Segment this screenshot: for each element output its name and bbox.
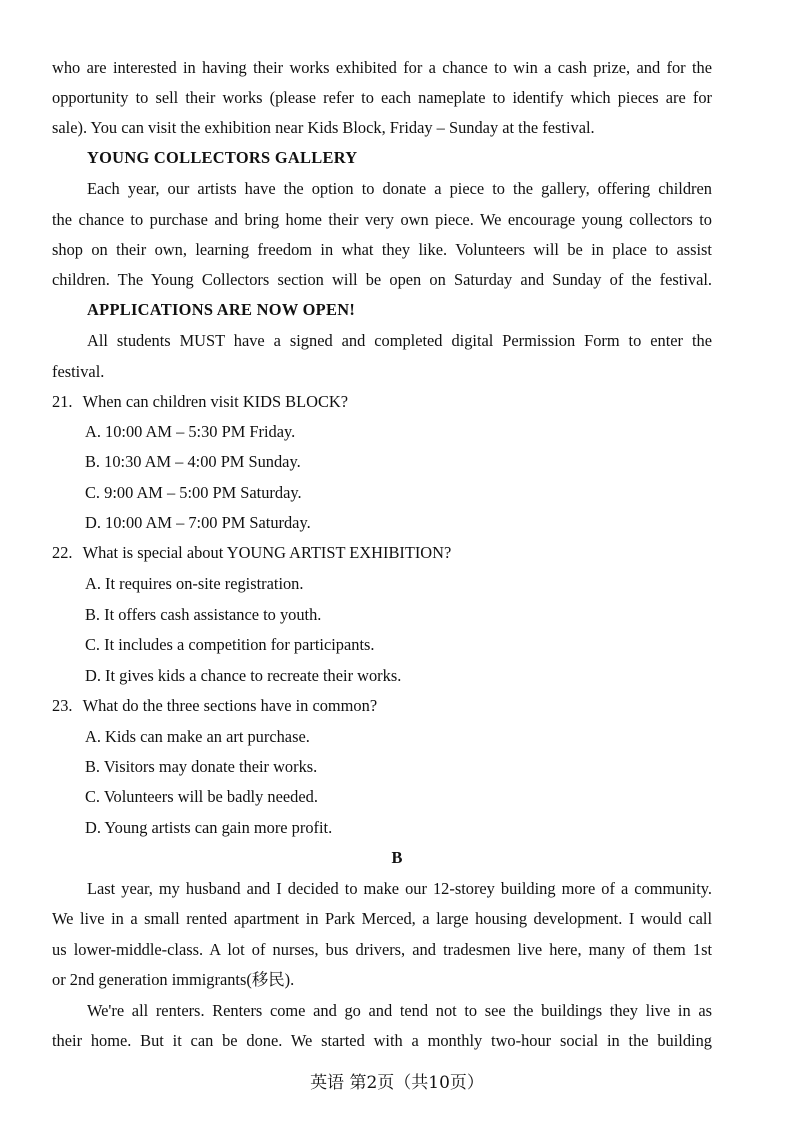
question-stem: What do the three sections have in common? — [82, 696, 378, 715]
question-stem: What is special about YOUNG ARTIST EXHIBITION? — [82, 543, 452, 562]
option-22-c: C. It includes a competition for participants. — [85, 635, 375, 654]
option-23-c: C. Volunteers will be badly needed. — [85, 787, 318, 806]
option-21-a: A. 10:00 AM – 5:30 PM Friday. — [85, 422, 296, 441]
option-23-a: A. Kids can make an art purchase. — [85, 727, 310, 746]
page-footer: 英语 第2页（共10页） — [310, 1073, 484, 1093]
passage-b-line: Last year, my husband and I decided to make our 12-storey building more of a community. — [87, 879, 712, 898]
question-23 — [52, 696, 712, 716]
passage-b-line: us lower-middle-class. A lot of nurses, bus drivers, and tradesmen live here, many of them 1st — [52, 940, 712, 959]
passage-b-line: or 2nd generation immigrants(移民). — [52, 970, 295, 989]
passage-a-line: sale). You can visit the exhibition near Kids Block, Friday – Sunday at the festival. — [52, 118, 595, 137]
question-21 — [52, 392, 712, 412]
option-21-d: D. 10:00 AM – 7:00 PM Saturday. — [85, 513, 311, 532]
passage-a-line: who are interested in having their works exhibited for a chance to win a cash prize, and for the — [52, 58, 712, 77]
applications-line: festival. — [52, 362, 105, 381]
young-collectors-line: shop on their own, learning freedom in what they like. Volunteers will be in place to assist — [52, 240, 712, 259]
question-number: 23. — [52, 696, 73, 715]
option-22-d: D. It gives kids a chance to recreate their works. — [85, 666, 402, 685]
passage-b-line: their home. But it can be done. We started with a monthly two-hour social in the building — [52, 1031, 712, 1050]
passage-b-line: We're all renters. Renters come and go and tend not to see the buildings they live in as — [87, 1001, 712, 1020]
option-21-b: B. 10:30 AM – 4:00 PM Sunday. — [85, 452, 301, 471]
option-23-b: B. Visitors may donate their works. — [85, 757, 318, 776]
passage-b-label: B — [391, 848, 403, 867]
option-22-a: A. It requires on-site registration. — [85, 574, 304, 593]
question-22 — [52, 543, 712, 563]
option-23-d: D. Young artists can gain more profit. — [85, 818, 333, 837]
applications-line: All students MUST have a signed and completed digital Permission Form to enter the — [87, 331, 712, 350]
young-collectors-line: the chance to purchase and bring home their very own piece. We encourage young collectors to — [52, 210, 712, 229]
young-collectors-line: children. The Young Collectors section will be open on Saturday and Sunday of the festival. — [52, 270, 712, 289]
option-21-c: C. 9:00 AM – 5:00 PM Saturday. — [85, 483, 302, 502]
question-stem: When can children visit KIDS BLOCK? — [82, 392, 348, 411]
young-collectors-line: Each year, our artists have the option to donate a piece to the gallery, offering children — [87, 179, 712, 198]
option-22-b: B. It offers cash assistance to youth. — [85, 605, 322, 624]
section-heading-applications: APPLICATIONS ARE NOW OPEN! — [87, 300, 356, 319]
question-number: 21. — [52, 392, 73, 411]
passage-a-line: opportunity to sell their works (please refer to each nameplate to identify which pieces are for — [52, 88, 712, 107]
question-number: 22. — [52, 543, 73, 562]
passage-b-line: We live in a small rented apartment in Park Merced, a large housing development. I would call — [52, 909, 712, 928]
section-heading-young-collectors: YOUNG COLLECTORS GALLERY — [87, 148, 358, 167]
